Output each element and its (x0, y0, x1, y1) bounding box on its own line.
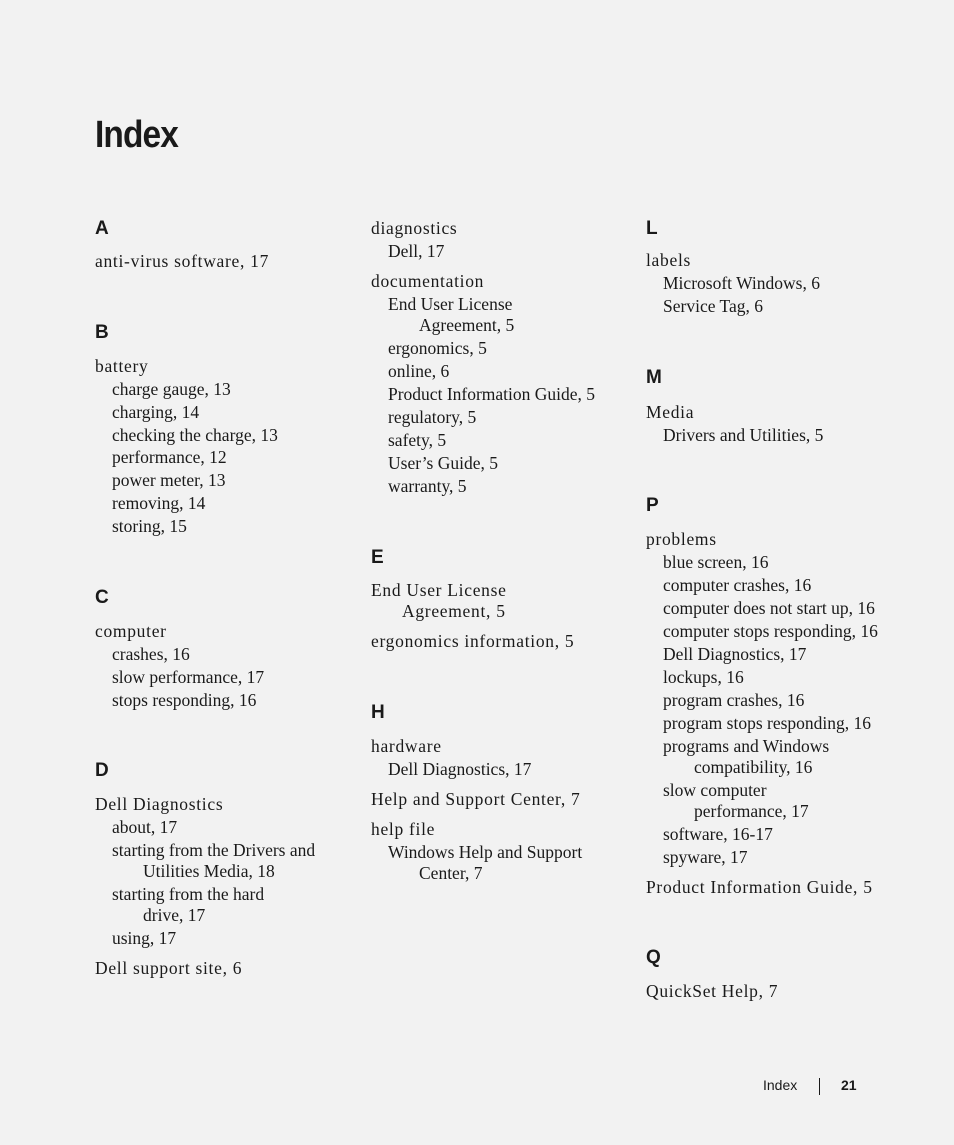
index-subentry: removing, 14 (112, 493, 206, 513)
index-entry: ergonomics information, 5 (371, 631, 575, 651)
section-letter: M (646, 367, 662, 388)
index-entry: help file (371, 819, 436, 839)
index-entry: labels (646, 250, 692, 270)
footer-label: Index (763, 1077, 798, 1093)
section-letter: C (95, 587, 109, 608)
index-subentry: Drivers and Utilities, 5 (663, 425, 824, 445)
section-letter: A (95, 218, 109, 239)
page-number: 21 (841, 1077, 857, 1093)
index-subentry: Dell Diagnostics, 17 (663, 644, 807, 664)
index-subentry-continuation: Agreement, 5 (419, 315, 515, 335)
section-letter: L (646, 218, 658, 239)
index-subentry: software, 16-17 (663, 824, 773, 844)
index-subentry: End User License (388, 294, 513, 314)
section-letter: E (371, 547, 384, 568)
section-letter: H (371, 702, 385, 723)
index-subentry: starting from the hard (112, 884, 265, 904)
index-subentry: using, 17 (112, 928, 177, 948)
index-subentry-continuation: Utilities Media, 18 (143, 861, 275, 881)
index-subentry: regulatory, 5 (388, 407, 477, 427)
index-subentry: program crashes, 16 (663, 690, 805, 710)
page-title: Index (95, 114, 178, 156)
index-subentry: slow performance, 17 (112, 667, 265, 687)
index-subentry: performance, 12 (112, 447, 227, 467)
footer-divider (819, 1078, 820, 1095)
index-subentry: charge gauge, 13 (112, 379, 231, 399)
index-entry: computer (95, 621, 167, 641)
index-entry: QuickSet Help, 7 (646, 981, 779, 1001)
index-subentry: stops responding, 16 (112, 690, 257, 710)
index-entry: documentation (371, 271, 485, 291)
index-entry: problems (646, 529, 717, 549)
index-subentry: computer does not start up, 16 (663, 598, 875, 618)
index-entry: Product Information Guide, 5 (646, 877, 873, 897)
index-subentry: Microsoft Windows, 6 (663, 273, 820, 293)
index-entry-continuation: Agreement, 5 (402, 601, 506, 621)
index-subentry: warranty, 5 (388, 476, 467, 496)
index-subentry: computer stops responding, 16 (663, 621, 878, 641)
index-subentry: program stops responding, 16 (663, 713, 872, 733)
index-entry: hardware (371, 736, 442, 756)
index-subentry: spyware, 17 (663, 847, 748, 867)
index-entry: battery (95, 356, 149, 376)
index-subentry: User’s Guide, 5 (388, 453, 499, 473)
index-entry: Dell support site, 6 (95, 958, 243, 978)
index-subentry-continuation: performance, 17 (694, 801, 809, 821)
index-subentry: about, 17 (112, 817, 178, 837)
section-letter: D (95, 760, 109, 781)
index-subentry: lockups, 16 (663, 667, 744, 687)
index-entry: diagnostics (371, 218, 458, 238)
index-subentry: crashes, 16 (112, 644, 190, 664)
index-subentry: Dell, 17 (388, 241, 445, 261)
index-subentry: computer crashes, 16 (663, 575, 812, 595)
index-entry: Dell Diagnostics (95, 794, 224, 814)
index-subentry-continuation: compatibility, 16 (694, 757, 813, 777)
index-subentry: programs and Windows (663, 736, 830, 756)
index-subentry: checking the charge, 13 (112, 425, 278, 445)
index-subentry: safety, 5 (388, 430, 447, 450)
index-subentry: Product Information Guide, 5 (388, 384, 596, 404)
index-subentry: starting from the Drivers and (112, 840, 316, 860)
index-subentry: slow computer (663, 780, 767, 800)
index-subentry: storing, 15 (112, 516, 187, 536)
index-subentry: blue screen, 16 (663, 552, 769, 572)
index-subentry: ergonomics, 5 (388, 338, 487, 358)
index-entry: anti-virus software, 17 (95, 251, 270, 271)
index-entry: End User License (371, 580, 507, 600)
index-subentry: Service Tag, 6 (663, 296, 764, 316)
index-subentry-continuation: drive, 17 (143, 905, 206, 925)
section-letter: P (646, 495, 659, 516)
index-subentry: Dell Diagnostics, 17 (388, 759, 532, 779)
index-subentry: charging, 14 (112, 402, 200, 422)
index-entry: Help and Support Center, 7 (371, 789, 581, 809)
index-subentry: power meter, 13 (112, 470, 226, 490)
section-letter: B (95, 322, 109, 343)
index-entry: Media (646, 402, 695, 422)
index-subentry: Windows Help and Support (388, 842, 583, 862)
index-subentry-continuation: Center, 7 (419, 863, 483, 883)
section-letter: Q (646, 947, 661, 968)
index-subentry: online, 6 (388, 361, 450, 381)
